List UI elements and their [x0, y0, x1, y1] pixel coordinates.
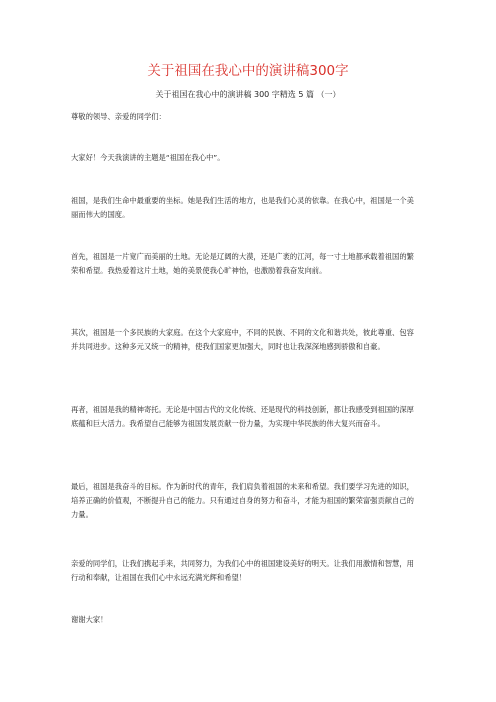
paragraph-closing: 亲爱的同学们，让我们携起手来，共同努力，为我们心中的祖国建设美好的明天。让我们用激情和智慧，用行动和奉献，让祖国在我们心中永远充满光辉和希望！ — [71, 559, 414, 583]
document-subtitle: 关于祖国在我心中的演讲稿 300 字精选 5 篇 （一） — [155, 90, 341, 99]
paragraph-second: 其次，祖国是一个多民族的大家庭。在这个大家庭中，不同的民族、不同的文化和谐共处，彼此尊重、包容并共同进步。这种多元又统一的精神，使我们国家更加强大，同时也让我深深地感到骄傲和自豪。 — [71, 328, 414, 352]
paragraph-salutation: 尊敬的领导、亲爱的同学们： — [71, 112, 166, 121]
paragraph-intro: 祖国，是我们生命中最重要的坐标。她是我们生活的地方，也是我们心灵的依靠。在我心中，祖国是一个美丽而伟大的国度。 — [71, 196, 414, 220]
paragraph-third: 再者，祖国是我的精神寄托。无论是中国古代的文化传统、还是现代的科技创新，都让我感受到祖国的深厚底蕴和巨大活力。我希望自己能够为祖国发展贡献一份力量，为实现中华民族的伟大复兴而奋斗。 — [71, 405, 414, 429]
document-title: 关于祖国在我心中的演讲稿300字 — [147, 63, 349, 79]
paragraph-thanks: 谢谢大家！ — [71, 615, 108, 624]
paragraph-greeting: 大家好！今天我演讲的主题是“祖国在我心中”。 — [71, 153, 225, 162]
paragraph-first: 首先，祖国是一片宽广而美丽的土地。无论是辽阔的大漠，还是广袤的江河，每一寸土地都承载着祖国的繁荣和希望。我热爱着这片土地，她的美景使我心旷神怡，也激励着我奋发向前。 — [71, 252, 414, 276]
paragraph-fourth: 最后，祖国是我奋斗的目标。作为新时代的青年，我们肩负着祖国的未来和希望。我们要学习先进的知识，培养正确的价值观，不断提升自己的能力。只有通过自身的努力和奋斗，才能为祖国的繁荣富强贡献自己的力量。 — [71, 482, 414, 520]
